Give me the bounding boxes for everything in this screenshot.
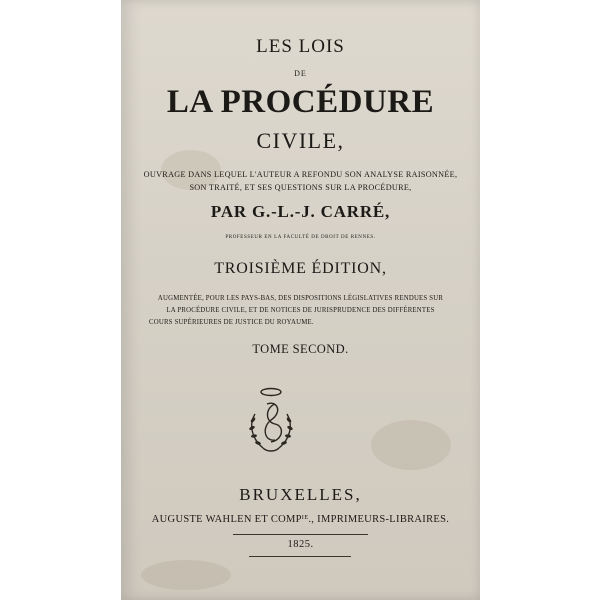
subtitle: CIVILE,	[256, 128, 345, 153]
description-line-1: OUVRAGE DANS LEQUEL L'AUTEUR A REFONDU SON ANALYSE RAISONNÉE,	[143, 170, 458, 179]
description-line-2: SON TRAITÉ, ET SES QUESTIONS SUR LA PROCÉDURE,	[189, 183, 412, 192]
year: 1825.	[287, 539, 314, 550]
paper-stain	[141, 560, 231, 590]
main-title: LA PROCÉDURE	[166, 84, 435, 120]
city: BRUXELLES,	[239, 485, 362, 504]
divider-rule	[233, 534, 368, 535]
divider-rule	[249, 556, 351, 557]
augment-line-2: LA PROCÉDURE CIVILE, ET DE NOTICES DE JURISPRUDENCE DES DIFFÉRENTES	[166, 307, 435, 314]
title-line-de: DE	[294, 69, 307, 78]
author: PAR G.-L.-J. CARRÉ,	[210, 202, 391, 221]
augment-line-1: AUGMENTÉE, POUR LES PAYS-BAS, DES DISPOSITIONS LÉGISLATIVES RENDUES SUR	[157, 295, 444, 302]
augment-line-3: COURS SUPÉRIEURES DE JUSTICE DU ROYAUME.	[149, 319, 314, 326]
title-page	[121, 0, 480, 600]
paper-stain	[371, 420, 451, 470]
title-line-les-lois: LES LOIS	[256, 36, 345, 57]
volume: TOME SECOND.	[252, 342, 349, 356]
printer: AUGUSTE WAHLEN ET COMPᴵᴱ., IMPRIMEURS-LIBRAIRES.	[151, 514, 450, 525]
edition: TROISIÈME ÉDITION,	[214, 260, 387, 277]
author-title: PROFESSEUR EN LA FACULTÉ DE DROIT DE RENNES.	[225, 235, 376, 240]
laurel-monogram-icon	[243, 384, 299, 456]
